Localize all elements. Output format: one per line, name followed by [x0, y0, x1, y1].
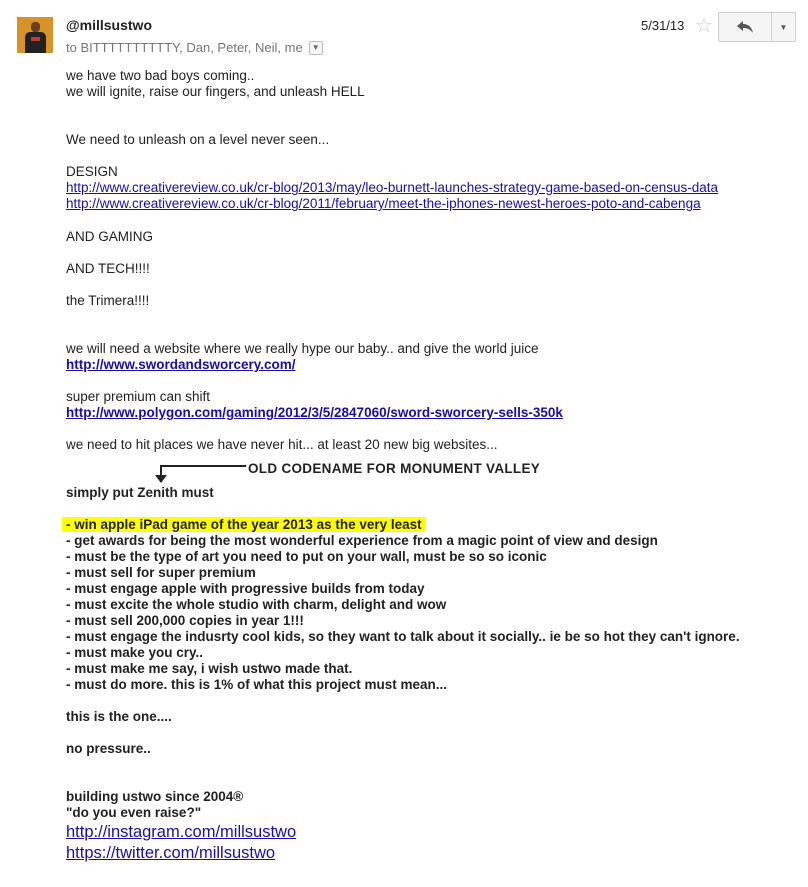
hit-places-text: we need to hit places we have never hit... at least 20 new big websites...: [66, 437, 498, 452]
simply-put-text: simply put Zenith must: [66, 485, 214, 500]
intro-line: we have two bad boys coming..: [66, 68, 255, 83]
recipients-text: to BITTTTTTTTTTY, Dan, Peter, Neil, me: [66, 40, 303, 55]
dropdown-icon: ▼: [779, 22, 788, 32]
goal-item: - win apple iPad game of the year 2013 as the very least: [62, 517, 426, 532]
premium-link[interactable]: http://www.polygon.com/gaming/2012/3/5/2847060/sword-sworcery-sells-350k: [66, 405, 563, 420]
more-actions-button[interactable]: [772, 13, 795, 41]
intro-line: we will ignite, raise our fingers, and unleash HELL: [66, 84, 365, 99]
website-line: we will need a website where we really hype our baby.. and give the world juice: [66, 341, 539, 356]
goals-list: [66, 517, 740, 693]
goal-item: - must excite the whole studio with charm, delight and wow: [66, 597, 447, 612]
website-link[interactable]: http://www.swordandsworcery.com/: [66, 357, 296, 372]
avatar[interactable]: [17, 17, 53, 53]
website-section: [66, 341, 539, 373]
signature-line: building ustwo since 2004®: [66, 789, 244, 804]
goal-item: - must sell 200,000 copies in year 1!!!: [66, 613, 304, 628]
goal-item: - must be the type of art you need to put on your wall, must be so so iconic: [66, 549, 547, 564]
instagram-link[interactable]: http://instagram.com/millsustwo: [66, 823, 297, 841]
design-section: [66, 164, 718, 212]
annotation-text: OLD CODENAME FOR MONUMENT VALLEY: [248, 461, 541, 476]
annotation-line: [160, 465, 246, 467]
design-link[interactable]: http://www.creativereview.co.uk/cr-blog/2011/february/meet-the-iphones-newest-heroes-poto-and-cabenga: [66, 196, 701, 211]
trimera-text: the Trimera!!!!: [66, 293, 150, 308]
signature: [66, 789, 243, 821]
no-pressure-text: no pressure..: [66, 741, 151, 756]
goal-item: - must engage the indusrty cool kids, so they want to talk about it socially.. ie be so hot they can't ignore.: [66, 629, 740, 644]
gaming-text: AND GAMING: [66, 229, 154, 244]
goal-item: - must sell for super premium: [66, 565, 256, 580]
tech-text: AND TECH!!!!: [66, 261, 150, 276]
star-icon[interactable]: ☆: [695, 15, 713, 37]
premium-section: [66, 389, 563, 421]
show-details-icon[interactable]: ▼: [309, 41, 323, 55]
recipients: [66, 40, 323, 55]
goal-item: - get awards for being the most wonderful experience from a magic point of view and design: [66, 533, 658, 548]
sender-name[interactable]: @millsustwo: [66, 17, 152, 33]
design-label: DESIGN: [66, 164, 118, 179]
premium-line: super premium can shift: [66, 389, 211, 404]
goal-item: - must engage apple with progressive builds from today: [66, 581, 425, 596]
message-date: 5/31/13: [641, 18, 685, 33]
reply-icon: [736, 20, 754, 34]
goal-item: - must do more. this is 1% of what this project must mean...: [66, 677, 448, 692]
unleash-text: We need to unleash on a level never seen...: [66, 132, 330, 147]
reply-button[interactable]: [719, 13, 772, 41]
goal-item: - must make me say, i wish ustwo made that.: [66, 661, 353, 676]
intro: [66, 68, 365, 100]
signature-line: "do you even raise?": [66, 805, 202, 820]
design-link[interactable]: http://www.creativereview.co.uk/cr-blog/2013/may/leo-burnett-launches-strategy-game-based-on-census-data: [66, 180, 719, 195]
goal-item: - must make you cry..: [66, 645, 204, 660]
reply-button-group: [718, 12, 796, 42]
annotation-arrow-icon: [155, 475, 167, 483]
the-one-text: this is the one....: [66, 709, 172, 724]
twitter-link[interactable]: https://twitter.com/millsustwo: [66, 844, 276, 862]
